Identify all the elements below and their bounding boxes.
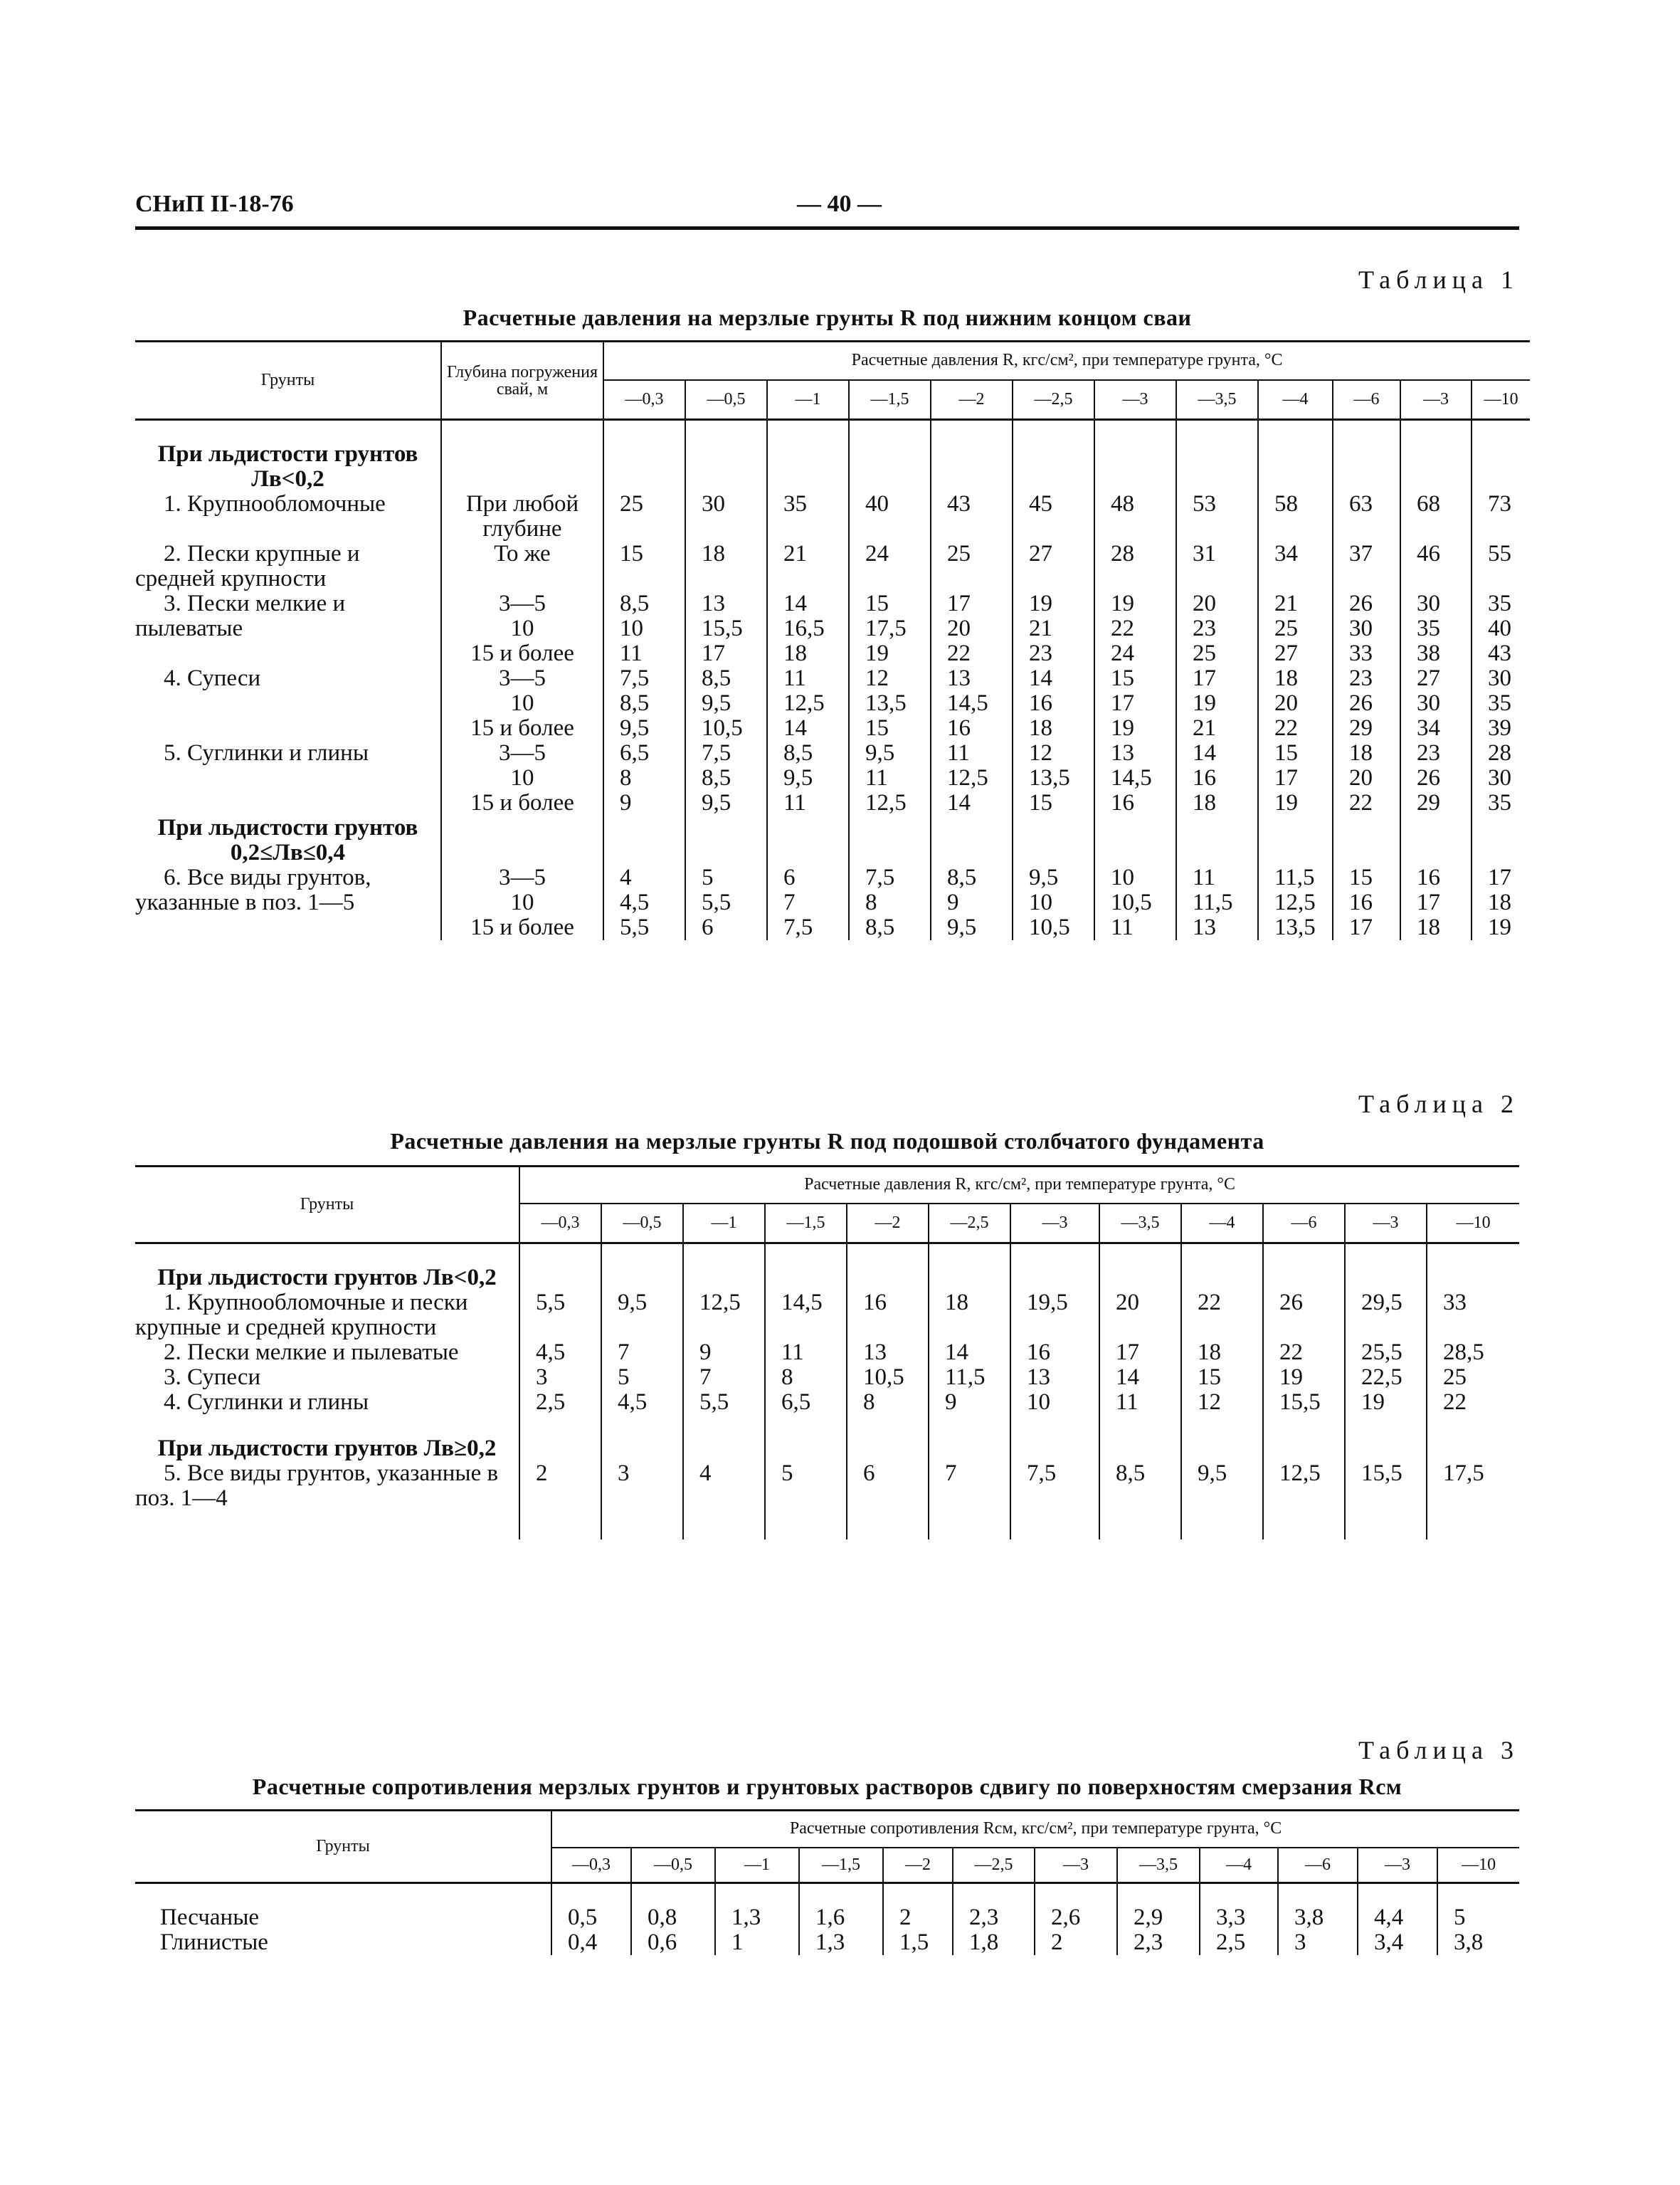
value-cell: 15,5 (1345, 1461, 1427, 1511)
temperature-header: —0,5 (601, 1204, 683, 1243)
empty-cell (1099, 1436, 1181, 1461)
empty-cell (685, 816, 767, 865)
value-cell: 15 17 19 (1258, 741, 1333, 816)
value-cell: 35 (767, 492, 849, 542)
value-cell: 17 19 21 (1176, 666, 1258, 741)
empty-cell (1258, 816, 1333, 865)
value-cell: 8,5 (1099, 1461, 1181, 1511)
temperature-header: —3 (1358, 1848, 1437, 1883)
table1-label: Таблица 1 (1358, 265, 1519, 294)
table-row (135, 492, 1530, 542)
value-cell: 17 18 19 (1472, 865, 1530, 940)
temperature-header: —3,5 (1099, 1204, 1181, 1243)
empty-cell (765, 1436, 847, 1461)
value-cell: 23 26 29 (1333, 666, 1400, 741)
table3 (135, 1809, 1519, 1955)
empty-cell (1263, 1415, 1345, 1436)
value-cell: 16 17 18 (1400, 865, 1472, 940)
value-cell: 0,5 0,4 (551, 1905, 631, 1955)
value-cell: 18 20 22 (1333, 741, 1400, 816)
group-heading (135, 1436, 519, 1461)
empty-cell (441, 816, 603, 865)
value-cell: 14 16 18 (1013, 666, 1094, 741)
soil-name (135, 741, 441, 816)
empty-cell (1258, 442, 1333, 492)
header-rule (135, 226, 1519, 230)
temperature-header: —2 (883, 1848, 953, 1883)
empty-cell (1427, 1265, 1519, 1290)
value-cell: 27 30 34 (1400, 666, 1472, 741)
value-cell: 12,5 (683, 1290, 765, 1340)
value-cell: 24 (849, 542, 931, 591)
soil-name-text: 2. Пески крупные и средней крупности (135, 542, 360, 591)
table1 (135, 340, 1530, 940)
empty-cell (1472, 816, 1530, 865)
value-cell: 17 20 22 (931, 591, 1013, 666)
empty-cell (519, 1436, 601, 1461)
value-cell: 26 30 33 (1333, 591, 1400, 666)
temperature-header: —4 (1200, 1848, 1278, 1883)
value-cell: 2 (519, 1461, 601, 1511)
soil-name (135, 591, 441, 666)
value-cell: 15 17,5 19 (849, 591, 931, 666)
empty-cell (929, 1265, 1010, 1290)
value-cell: 26 (1263, 1290, 1345, 1340)
value-cell: 25 (931, 542, 1013, 591)
table-row (135, 1290, 1519, 1340)
temperature-header: —1,5 (765, 1204, 847, 1243)
empty-cell (847, 1511, 929, 1539)
value-cell: 16 (847, 1290, 929, 1340)
empty-cell (1094, 442, 1176, 492)
empty-cell (1176, 816, 1258, 865)
value-cell: 31 (1176, 542, 1258, 591)
empty-cell (1263, 1265, 1345, 1290)
empty-cell (1263, 1511, 1345, 1539)
table-row (135, 666, 1530, 741)
value-cell: 2,3 1,8 (953, 1905, 1035, 1955)
value-cell: 8,5 10 11 (603, 591, 685, 666)
temperature-header: —0,3 (519, 1204, 601, 1243)
table-row (135, 1905, 1519, 1955)
table1-head-depth: Глубина погружения свай, м (441, 342, 603, 420)
value-cell: 53 (1176, 492, 1258, 542)
value-cell: 16 13 10 (1010, 1340, 1099, 1415)
value-cell: 13 14,5 16 (1094, 741, 1176, 816)
soil-name (135, 865, 441, 940)
value-cell: 14 16 18 (1176, 741, 1258, 816)
value-cell: 3 (601, 1461, 683, 1511)
value-cell: 33 (1427, 1290, 1519, 1340)
value-cell: 5,5 (519, 1290, 601, 1340)
table2-head-soil: Грунты (135, 1167, 519, 1243)
value-cell: 23 26 29 (1400, 741, 1472, 816)
empty-cell (1013, 442, 1094, 492)
value-cell: 8,5 9 9,5 (931, 865, 1013, 940)
value-cell: 34 (1258, 542, 1333, 591)
depth-cell: 3—5 10 15 и более (441, 591, 603, 666)
value-cell: 8,5 9,5 11 (767, 741, 849, 816)
soil-name (135, 492, 441, 542)
temperature-header: —3 (1400, 380, 1472, 420)
value-cell: 28 (1094, 542, 1176, 591)
empty-cell (1345, 1265, 1427, 1290)
value-cell: 46 (1400, 542, 1472, 591)
value-cell: 3,8 3 (1278, 1905, 1358, 1955)
empty-cell (601, 1265, 683, 1290)
empty-cell (1345, 1511, 1427, 1539)
value-cell: 28 30 35 (1472, 741, 1530, 816)
empty-cell (1333, 442, 1400, 492)
empty-cell (685, 442, 767, 492)
temperature-header: —10 (1472, 380, 1530, 420)
value-cell: 25 (603, 492, 685, 542)
temperature-header: —2,5 (953, 1848, 1035, 1883)
empty-cell (135, 1511, 519, 1539)
value-cell: 3,3 2,5 (1200, 1905, 1278, 1955)
value-cell: 14 11,5 9 (929, 1340, 1010, 1415)
table-row (135, 741, 1530, 816)
value-cell: 4 (683, 1461, 765, 1511)
table2-head-pressure: Расчетные давления R, кгс/см², при температуре грунта, °С (519, 1167, 1519, 1204)
value-cell: 18 20 22 (1258, 666, 1333, 741)
value-cell: 10 10,5 11 (1094, 865, 1176, 940)
value-cell: 4 4,5 5,5 (603, 865, 685, 940)
empty-cell (1427, 1415, 1519, 1436)
temperature-header: —3,5 (1176, 380, 1258, 420)
empty-cell (765, 1415, 847, 1436)
value-cell: 35 40 43 (1472, 591, 1530, 666)
value-cell: 7,5 8,5 9,5 (685, 741, 767, 816)
empty-cell (767, 442, 849, 492)
empty-cell (767, 816, 849, 865)
empty-cell (601, 1511, 683, 1539)
value-cell: 11,5 12,5 13,5 (1258, 865, 1333, 940)
empty-cell (849, 442, 931, 492)
empty-cell (1400, 816, 1472, 865)
depth-cell: При любой глубине (441, 492, 603, 542)
value-cell: 5 5,5 6 (685, 865, 767, 940)
value-cell: 43 (931, 492, 1013, 542)
table-row (135, 591, 1530, 666)
value-cell: 30 35 38 (1400, 591, 1472, 666)
empty-cell (1427, 1511, 1519, 1539)
group-heading-text: При льдистости грунтов Лв<0,2 (157, 442, 418, 492)
temperature-header: —4 (1258, 380, 1333, 420)
value-cell: 13 10,5 8 (847, 1340, 929, 1415)
empty-cell (1099, 1415, 1181, 1436)
value-cell: 9,5 (601, 1290, 683, 1340)
group-heading (135, 1265, 519, 1290)
empty-cell (1176, 442, 1258, 492)
soil-name: Песчаные Глинистые (160, 1905, 268, 1955)
temperature-header: —0,5 (685, 380, 767, 420)
value-cell: 12,5 (1263, 1461, 1345, 1511)
depth-cell: 3—5 10 15 и более (441, 666, 603, 741)
empty-cell (1181, 1415, 1263, 1436)
temperature-header: —10 (1437, 1848, 1519, 1883)
table3-head-soil: Грунты (135, 1811, 551, 1883)
value-cell: 45 (1013, 492, 1094, 542)
temperature-header: —6 (1278, 1848, 1358, 1883)
value-cell: 63 (1333, 492, 1400, 542)
value-cell: 13 15,5 17 (685, 591, 767, 666)
value-cell: 30 35 39 (1472, 666, 1530, 741)
table-row (135, 542, 1530, 591)
empty-cell (929, 1415, 1010, 1436)
value-cell: 21 (767, 542, 849, 591)
temperature-header: —2,5 (929, 1204, 1010, 1243)
empty-cell (683, 1436, 765, 1461)
value-cell: 15 16 17 (1333, 865, 1400, 940)
document-code: СНиП II-18-76 (135, 191, 294, 217)
empty-cell (1010, 1436, 1099, 1461)
empty-cell (1010, 1415, 1099, 1436)
empty-cell (1263, 1436, 1345, 1461)
empty-cell (1400, 442, 1472, 492)
value-cell: 18 15 12 (1181, 1340, 1263, 1415)
soil-name-text: 5. Суглинки и глины (164, 741, 369, 766)
value-cell: 2,9 2,3 (1117, 1905, 1200, 1955)
value-cell: 20 23 25 (1176, 591, 1258, 666)
group-heading (135, 442, 441, 492)
value-cell: 11 11,5 13 (1176, 865, 1258, 940)
group-heading-text: При льдистости грунтов 0,2≤Лв≤0,4 (157, 816, 418, 865)
empty-cell (603, 816, 685, 865)
empty-cell (931, 442, 1013, 492)
empty-cell (1181, 1511, 1263, 1539)
soil-name-text: 2. Пески мелкие и пылеватые (164, 1340, 459, 1365)
temperature-header: —3,5 (1117, 1848, 1200, 1883)
value-cell: 55 (1472, 542, 1530, 591)
table2-title: Расчетные давления на мерзлые грунты R под подошвой столбчатого фундамента (390, 1128, 1264, 1154)
empty-cell (603, 442, 685, 492)
table2-label: Таблица 2 (1358, 1090, 1519, 1118)
value-cell: 5 3,8 (1437, 1905, 1519, 1955)
value-cell: 2,6 2 (1035, 1905, 1117, 1955)
value-cell: 20 (1099, 1290, 1181, 1340)
value-cell: 73 (1472, 492, 1530, 542)
soil-name-text: 5. Все виды грунтов, указанные в поз. 1—4 (135, 1461, 499, 1511)
empty-cell (601, 1436, 683, 1461)
temperature-header: —2 (931, 380, 1013, 420)
table1-title: Расчетные давления на мерзлые грунты R под нижним концом сваи (463, 305, 1192, 330)
value-cell: 6,5 8 9 (603, 741, 685, 816)
temperature-header: —1,5 (849, 380, 931, 420)
empty-cell (1010, 1511, 1099, 1539)
table1-head-pressure: Расчетные давления R, кгс/см², при температуре грунта, °С (603, 342, 1530, 380)
empty-cell (1181, 1265, 1263, 1290)
value-cell: 6 (847, 1461, 929, 1511)
page-number: — 40 — (797, 191, 882, 217)
empty-cell (519, 1415, 601, 1436)
empty-cell (683, 1265, 765, 1290)
soil-name-text: 6. Все виды грунтов, указанные в поз. 1—5 (135, 865, 371, 915)
value-cell: 7 (929, 1461, 1010, 1511)
value-cell: 22 19 15,5 (1263, 1340, 1345, 1415)
value-cell: 17 14 11 (1099, 1340, 1181, 1415)
empty-cell (1013, 816, 1094, 865)
value-cell: 58 (1258, 492, 1333, 542)
temperature-header: —10 (1427, 1204, 1519, 1243)
group-heading-text: При льдистости грунтов Лв≥0,2 (157, 1436, 497, 1461)
value-cell: 11 12,5 14 (767, 666, 849, 741)
table-row (135, 1340, 1519, 1415)
temperature-header: —2,5 (1013, 380, 1094, 420)
value-cell: 12 13,5 15 (1013, 741, 1094, 816)
empty-cell (765, 1511, 847, 1539)
empty-cell (1345, 1436, 1427, 1461)
value-cell: 19,5 (1010, 1290, 1099, 1340)
empty-cell (1333, 816, 1400, 865)
empty-cell (1181, 1436, 1263, 1461)
group-heading (135, 816, 441, 865)
empty-cell (1472, 442, 1530, 492)
empty-cell (847, 1415, 929, 1436)
temperature-header: —3 (1345, 1204, 1427, 1243)
temperature-header: —0,3 (603, 380, 685, 420)
table-row (135, 1461, 1519, 1511)
value-cell: 9,5 11 12,5 (849, 741, 931, 816)
value-cell: 1,3 1 (715, 1905, 799, 1955)
temperature-header: —1,5 (799, 1848, 883, 1883)
soil-name (135, 1340, 519, 1415)
value-cell: 7,5 (1010, 1461, 1099, 1511)
soil-name-text: 3. Супеси (164, 1364, 261, 1390)
table3-label: Таблица 3 (1358, 1736, 1519, 1764)
value-cell: 17,5 (1427, 1461, 1519, 1511)
table1-head-soil: Грунты (135, 342, 441, 420)
soil-name-text: 1. Крупнообломочные и пески крупные и средней крупности (135, 1290, 468, 1340)
value-cell: 13 14,5 16 (931, 666, 1013, 741)
soil-name-text: 4. Суглинки и глины (164, 1389, 369, 1415)
value-cell: 18 (685, 542, 767, 591)
value-cell: 15 (603, 542, 685, 591)
value-cell: 28,5 25 22 (1427, 1340, 1519, 1415)
empty-cell (849, 816, 931, 865)
value-cell: 19 22 24 (1094, 591, 1176, 666)
value-cell: 15 17 19 (1094, 666, 1176, 741)
empty-cell (931, 816, 1013, 865)
value-cell: 48 (1094, 492, 1176, 542)
value-cell: 7,5 8,5 9,5 (603, 666, 685, 741)
empty-cell (1010, 1265, 1099, 1290)
temperature-header: —4 (1181, 1204, 1263, 1243)
value-cell: 4,4 3,4 (1358, 1905, 1437, 1955)
soil-name (135, 1290, 519, 1340)
value-cell: 7,5 8 8,5 (849, 865, 931, 940)
temperature-header: —3 (1010, 1204, 1099, 1243)
value-cell: 30 (685, 492, 767, 542)
depth-cell: То же (441, 542, 603, 591)
table2 (135, 1165, 1519, 1539)
temperature-header: —3 (1094, 380, 1176, 420)
empty-cell (1099, 1511, 1181, 1539)
temperature-header: —0,3 (551, 1848, 631, 1883)
value-cell: 9,5 10 10,5 (1013, 865, 1094, 940)
soil-name-text: 1. Крупнообломочные (164, 492, 386, 517)
value-cell: 14 16,5 18 (767, 591, 849, 666)
value-cell: 4,5 3 2,5 (519, 1340, 601, 1415)
empty-cell (519, 1511, 601, 1539)
value-cell: 22 (1181, 1290, 1263, 1340)
group-heading-text: При льдистости грунтов Лв<0,2 (157, 1265, 497, 1290)
empty-cell (765, 1265, 847, 1290)
soil-name (135, 666, 441, 741)
value-cell: 2 1,5 (883, 1905, 953, 1955)
value-cell: 6 7 7,5 (767, 865, 849, 940)
value-cell: 0,8 0,6 (631, 1905, 715, 1955)
empty-cell (847, 1436, 929, 1461)
empty-cell (929, 1511, 1010, 1539)
value-cell: 18 (929, 1290, 1010, 1340)
value-cell: 1,6 1,3 (799, 1905, 883, 1955)
temperature-header: —0,5 (631, 1848, 715, 1883)
empty-cell (683, 1511, 765, 1539)
empty-cell (519, 1265, 601, 1290)
empty-cell (135, 1415, 519, 1436)
table3-head-pressure: Расчетные сопротивления Rсм, кгс/см², при температуре грунта, °С (551, 1811, 1519, 1848)
value-cell: 25,5 22,5 19 (1345, 1340, 1427, 1415)
depth-cell: 3—5 10 15 и более (441, 865, 603, 940)
table-row (135, 865, 1530, 940)
temperature-header: —6 (1333, 380, 1400, 420)
value-cell: 19 21 23 (1013, 591, 1094, 666)
temperature-header: —6 (1263, 1204, 1345, 1243)
empty-cell (1094, 816, 1176, 865)
soil-name (135, 1461, 519, 1511)
empty-cell (929, 1436, 1010, 1461)
value-cell: 27 (1013, 542, 1094, 591)
value-cell: 12 13,5 15 (849, 666, 931, 741)
temperature-header: —1 (683, 1204, 765, 1243)
soil-name-text: 4. Супеси (164, 666, 261, 691)
value-cell: 7 5 4,5 (601, 1340, 683, 1415)
value-cell: 37 (1333, 542, 1400, 591)
value-cell: 29,5 (1345, 1290, 1427, 1340)
value-cell: 21 25 27 (1258, 591, 1333, 666)
value-cell: 8,5 9,5 10,5 (685, 666, 767, 741)
value-cell: 11 8 6,5 (765, 1340, 847, 1415)
empty-cell (601, 1415, 683, 1436)
value-cell: 11 12,5 14 (931, 741, 1013, 816)
value-cell: 14,5 (765, 1290, 847, 1340)
temperature-header: —1 (767, 380, 849, 420)
temperature-header: —2 (847, 1204, 929, 1243)
empty-cell (683, 1415, 765, 1436)
page-header (135, 191, 1519, 231)
empty-cell (1345, 1415, 1427, 1436)
soil-name (135, 542, 441, 591)
empty-cell (1099, 1265, 1181, 1290)
empty-cell (847, 1265, 929, 1290)
temperature-header: —3 (1035, 1848, 1117, 1883)
depth-cell: 3—5 10 15 и более (441, 741, 603, 816)
value-cell: 9 7 5,5 (683, 1340, 765, 1415)
value-cell: 9,5 (1181, 1461, 1263, 1511)
temperature-header: —1 (715, 1848, 799, 1883)
empty-cell (1427, 1436, 1519, 1461)
table3-title: Расчетные сопротивления мерзлых грунтов и грунтовых растворов сдвигу по поверхностям смерзания Rсм (252, 1774, 1402, 1799)
value-cell: 40 (849, 492, 931, 542)
empty-cell (441, 442, 603, 492)
value-cell: 5 (765, 1461, 847, 1511)
soil-name-text: 3. Пески мелкие и пылеватые (135, 591, 346, 641)
value-cell: 68 (1400, 492, 1472, 542)
